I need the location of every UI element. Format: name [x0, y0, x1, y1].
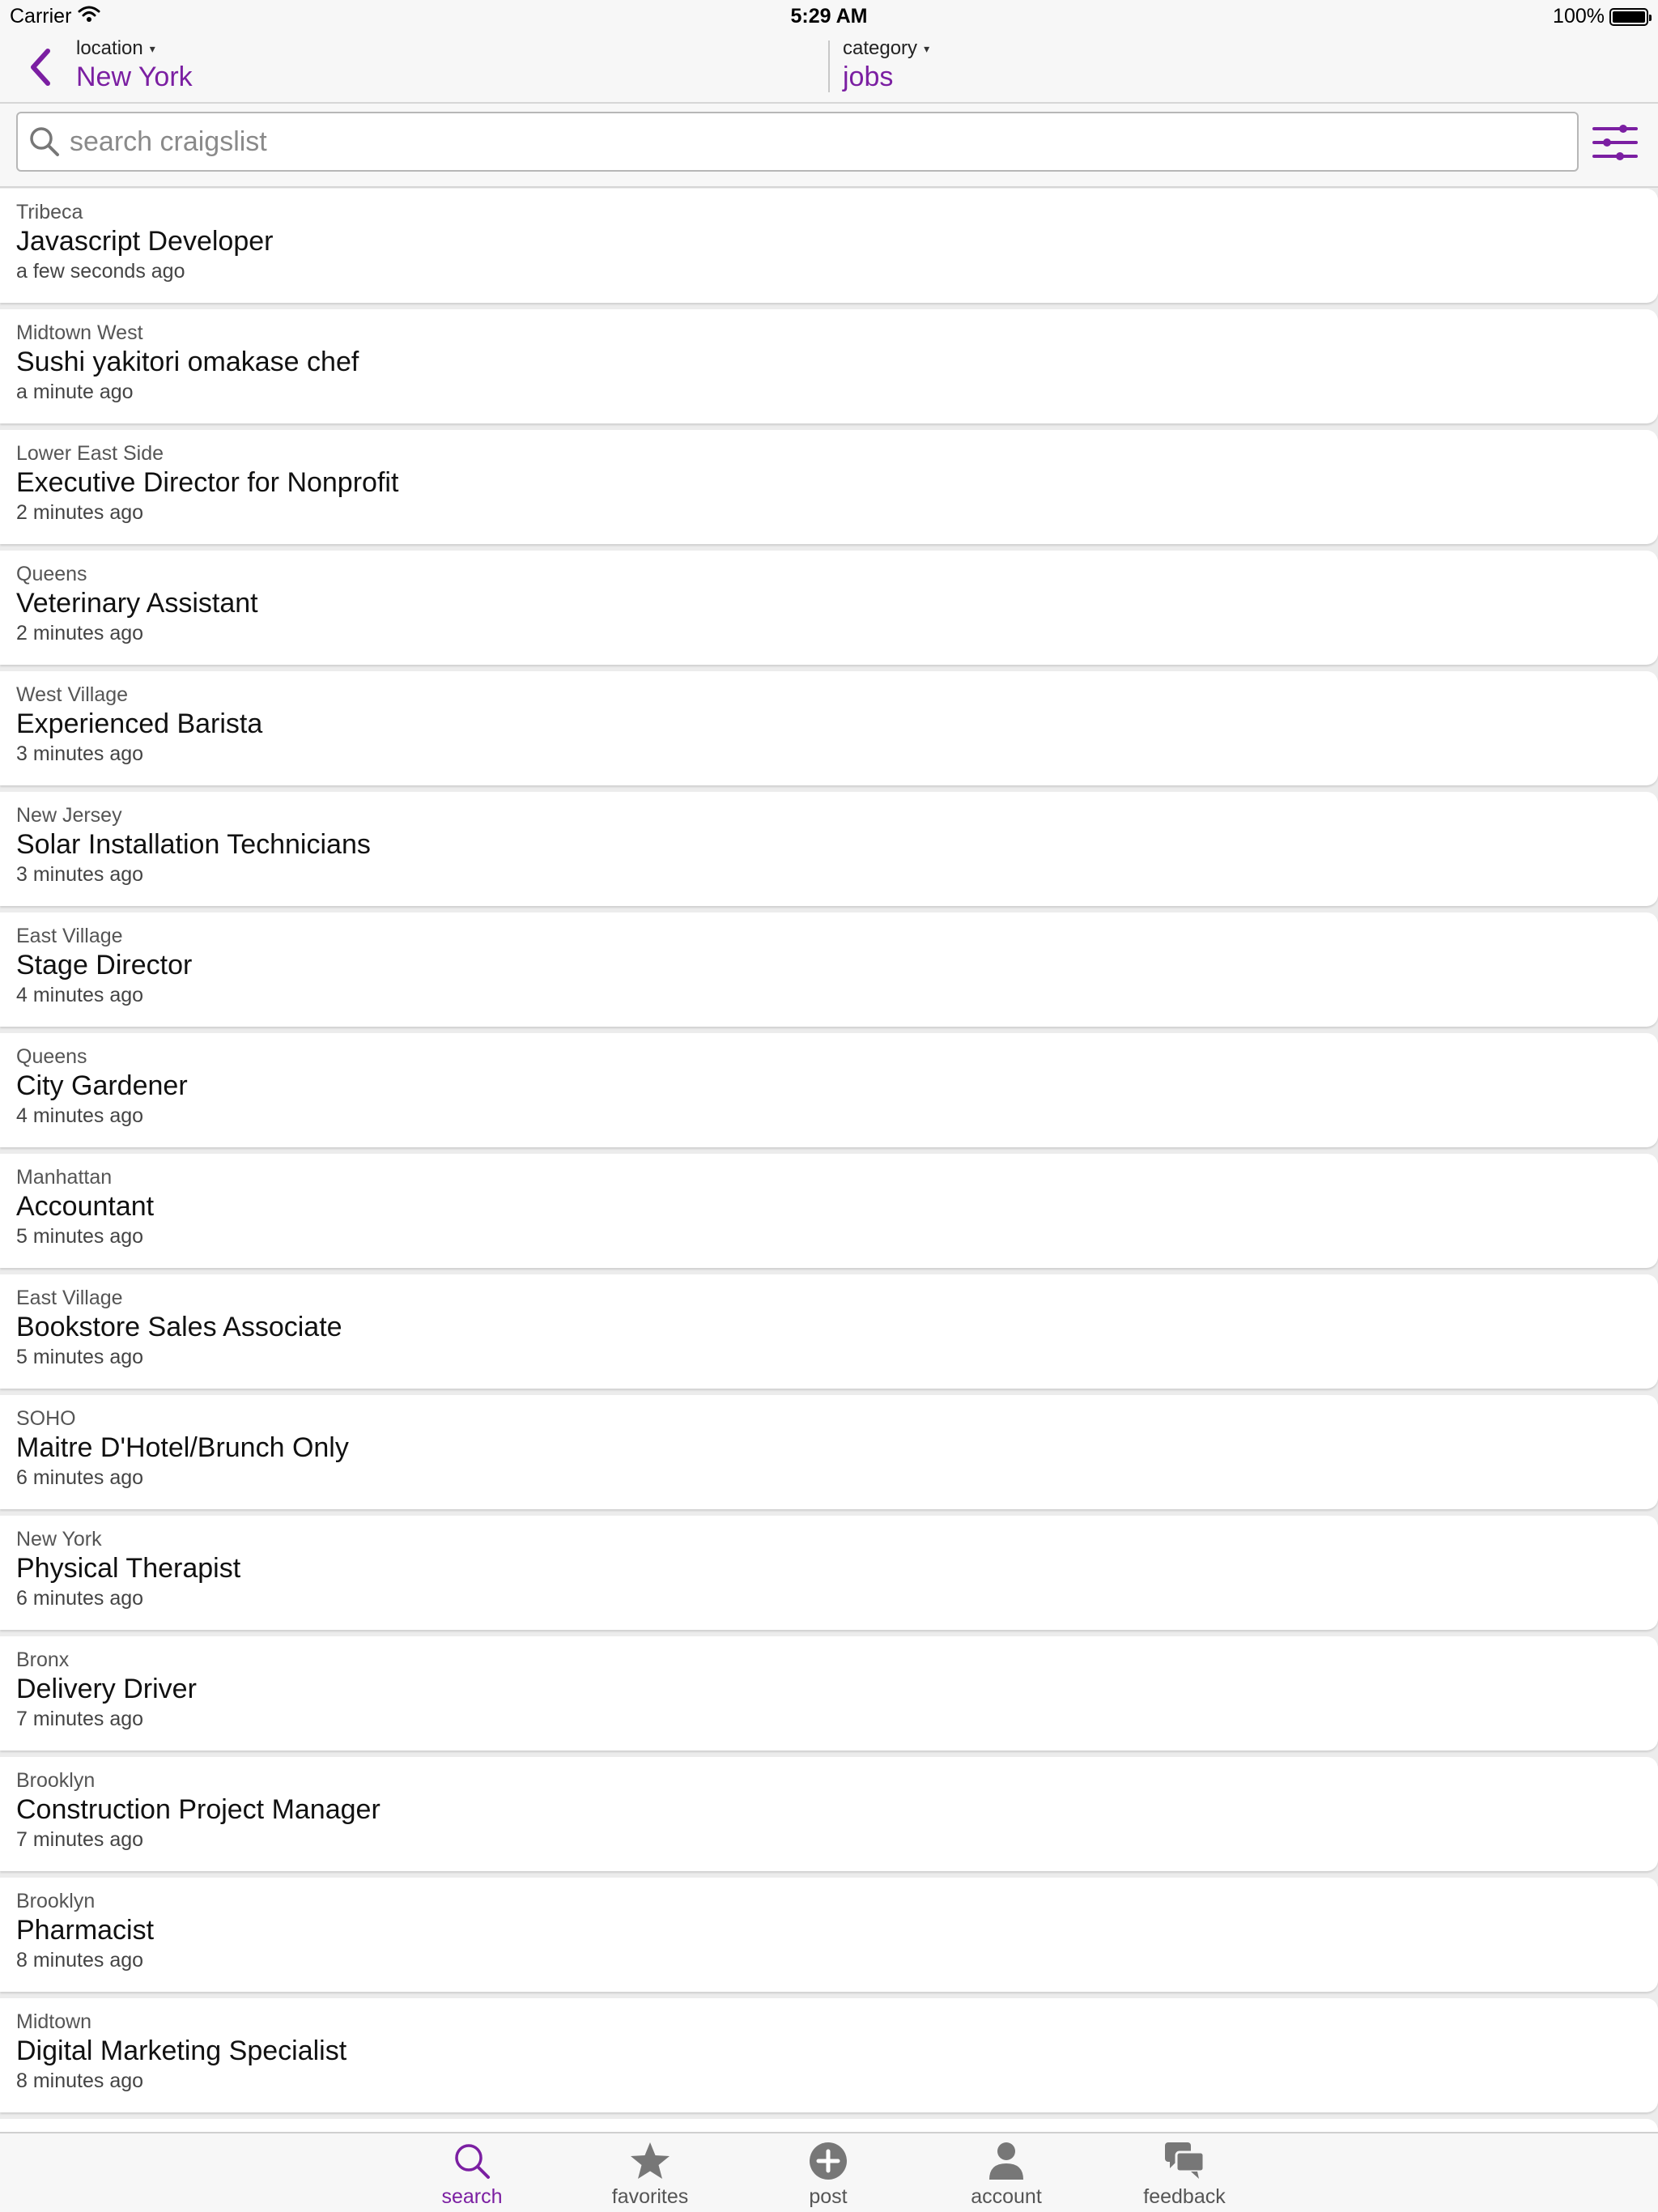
list-item[interactable]: [0, 1395, 1658, 1509]
listing-time: 3 minutes ago: [16, 863, 144, 886]
listing-area: Queens: [16, 1045, 87, 1068]
listing-time: 7 minutes ago: [16, 1828, 144, 1851]
category-selector[interactable]: [843, 37, 929, 93]
location-value: New York: [76, 62, 193, 92]
location-label-row: [76, 37, 193, 60]
star-icon: [629, 2141, 671, 2181]
tab-feedback[interactable]: [1112, 2138, 1257, 2211]
listing-title: Construction Project Manager: [16, 1794, 380, 1825]
category-label: category: [843, 37, 918, 59]
battery-fill: [1613, 11, 1645, 23]
listing-time: 8 minutes ago: [16, 2069, 144, 2092]
listing-title: Digital Marketing Specialist: [16, 2035, 347, 2066]
search-field[interactable]: [16, 112, 1579, 172]
list-item[interactable]: [0, 430, 1658, 544]
listing-title: Executive Director for Nonprofit: [16, 467, 399, 498]
chevron-left-icon: [28, 48, 53, 87]
filter-button[interactable]: [1588, 118, 1642, 167]
search-row: [0, 104, 1658, 188]
status-right: [1553, 5, 1648, 28]
listing-area: SOHO: [16, 1407, 76, 1430]
list-item[interactable]: [0, 1516, 1658, 1630]
listing-time: 8 minutes ago: [16, 1949, 144, 1972]
person-icon: [988, 2141, 1025, 2181]
list-item[interactable]: [0, 1878, 1658, 1992]
list-item[interactable]: [0, 1998, 1658, 2112]
listing-time: a minute ago: [16, 381, 134, 403]
listing-time: 4 minutes ago: [16, 1104, 144, 1127]
listing-area: Midtown West: [16, 321, 143, 344]
listing-title: Veterinary Assistant: [16, 588, 258, 619]
listing-area: Tribeca: [16, 201, 83, 223]
listing-time: 3 minutes ago: [16, 742, 144, 765]
location-label: location: [76, 37, 143, 59]
tab-label: favorites: [611, 2185, 689, 2208]
listing-area: New York: [16, 1528, 102, 1551]
plus-circle-icon: [808, 2141, 848, 2181]
listing-time: 6 minutes ago: [16, 1587, 144, 1610]
listing-title: Accountant: [16, 1191, 155, 1222]
tab-label: search: [441, 2185, 503, 2208]
listing-title: Delivery Driver: [16, 1674, 197, 1704]
search-icon: [29, 126, 60, 157]
battery-percent: 100%: [1553, 5, 1605, 28]
category-value: jobs: [843, 62, 894, 92]
listing-title: Bookstore Sales Associate: [16, 1312, 342, 1342]
caret-down-icon: ▾: [149, 41, 155, 55]
listing-area: New Jersey: [16, 804, 122, 827]
location-selector[interactable]: [76, 37, 193, 93]
tab-account[interactable]: [933, 2138, 1079, 2211]
list-item[interactable]: [0, 551, 1658, 665]
listing-time: a few seconds ago: [16, 260, 185, 283]
list-item[interactable]: [0, 1033, 1658, 1147]
listing-area: Brooklyn: [16, 1769, 96, 1792]
list-item[interactable]: [0, 792, 1658, 906]
list-item[interactable]: [0, 1636, 1658, 1750]
listing-title: Physical Therapist: [16, 1553, 241, 1584]
listing-time: 7 minutes ago: [16, 1708, 144, 1730]
header-divider: [828, 40, 830, 92]
listing-time: 6 minutes ago: [16, 1466, 144, 1489]
listing-time: 4 minutes ago: [16, 984, 144, 1006]
results-list[interactable]: [0, 189, 1658, 2132]
tab-search[interactable]: [399, 2138, 545, 2211]
back-button[interactable]: [18, 40, 63, 94]
listing-title: Sushi yakitori omakase chef: [16, 347, 359, 377]
listing-area: Bronx: [16, 1648, 70, 1671]
tab-label: post: [809, 2185, 848, 2208]
listing-title: Stage Director: [16, 950, 193, 981]
listing-time: 5 minutes ago: [16, 1346, 144, 1368]
tab-post[interactable]: [755, 2138, 901, 2211]
listing-time: 2 minutes ago: [16, 501, 144, 524]
listing-title: Experienced Barista: [16, 708, 263, 739]
listing-time: 5 minutes ago: [16, 1225, 144, 1248]
list-item[interactable]: [0, 912, 1658, 1027]
chat-bubbles-icon: [1163, 2141, 1205, 2181]
listing-area: Queens: [16, 563, 87, 585]
list-item[interactable]: [0, 309, 1658, 423]
listing-area: East Village: [16, 925, 123, 947]
list-item[interactable]: [0, 2119, 1658, 2132]
listing-area: Manhattan: [16, 1166, 113, 1189]
listing-time: 2 minutes ago: [16, 622, 144, 644]
tab-favorites[interactable]: [577, 2138, 723, 2211]
listing-area: Midtown: [16, 2010, 92, 2033]
listing-area: West Village: [16, 683, 129, 706]
listing-title: City Gardener: [16, 1070, 188, 1101]
status-time: 5:29 AM: [790, 5, 868, 28]
listing-title: Javascript Developer: [16, 226, 274, 257]
search-icon: [453, 2142, 491, 2180]
tab-label: feedback: [1143, 2185, 1226, 2208]
list-item[interactable]: [0, 1274, 1658, 1389]
listing-area: East Village: [16, 1287, 123, 1309]
battery-icon: [1609, 8, 1648, 26]
listing-title: Maitre D'Hotel/Brunch Only: [16, 1432, 349, 1463]
caret-down-icon: ▾: [924, 41, 930, 55]
listing-area: Lower East Side: [16, 442, 164, 465]
sliders-icon: [1592, 122, 1638, 163]
carrier-label: Carrier: [10, 5, 72, 28]
list-item[interactable]: [0, 1757, 1658, 1871]
listing-title: Solar Installation Technicians: [16, 829, 371, 860]
tab-label: account: [971, 2185, 1042, 2208]
listing-area: Brooklyn: [16, 1890, 96, 1912]
list-item[interactable]: [0, 1154, 1658, 1268]
tab-bar: [0, 2132, 1658, 2212]
listing-title: Pharmacist: [16, 1915, 155, 1946]
status-bar: [0, 0, 1658, 32]
list-item[interactable]: [0, 671, 1658, 785]
nav-header: [0, 32, 1658, 104]
list-item[interactable]: [0, 189, 1658, 303]
category-label-row: [843, 37, 929, 60]
search-input[interactable]: [70, 126, 1577, 158]
